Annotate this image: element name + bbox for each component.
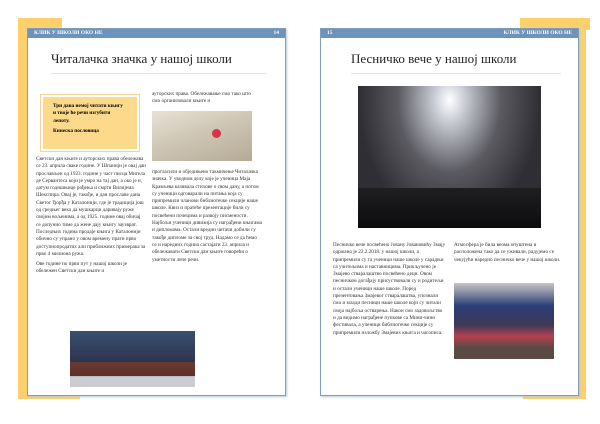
page-header bbox=[321, 29, 578, 38]
decor-yellow bbox=[18, 18, 27, 399]
column-2-top: ауторских права. Обележавање смо тако што смо организовали књиге и bbox=[152, 91, 251, 105]
stage bbox=[358, 188, 541, 228]
column-2: Атмосфера је била веома опуштена и расположена тако да се уживали, радујемо се чекујући наредно песничко вече у нашој школи. bbox=[454, 242, 561, 263]
right-page bbox=[320, 28, 579, 396]
poetry-evening-photo bbox=[358, 86, 541, 228]
event-photo bbox=[70, 331, 195, 387]
left-page bbox=[27, 28, 286, 396]
column-1 bbox=[36, 156, 146, 276]
column-1: Песничко вече посвећено Јовану Јовановићу Змају одржано је 22.2.2018. у нашој школи, а припремили су га ученици наше школе у сарадњи са учитељима и наставницима. Прикључено је Змајево стваралаштво посвећено деци. Овом песничком догађају присуствовали су и родитељи и остали ученици наше школе. Поред презентовања Змајевог стваралаштва, упознали смо и млади песници наше школе који су читали своја најбоља остварења. Након смо задовољство и да видимо награђене пупкове са Мини-чини фестивала, а ученици библиотечке секције су припремили изложбу Змајевих књига и часописа. bbox=[333, 242, 446, 336]
header-title: КЛИК У ШКОЛИ ОКО НЕ bbox=[503, 30, 572, 36]
page-title: Читалачка значка у нашој школи bbox=[51, 51, 266, 74]
paragraph: Ове године по први пут у нашој школи је обележен Светски дан књиге и bbox=[36, 261, 127, 275]
page-number: 15 bbox=[327, 30, 333, 36]
rose-icon bbox=[212, 129, 221, 138]
page-title: Песничко вече у нашој школи bbox=[351, 51, 561, 74]
column-2: прогласили и обједињено такмичење Читалачка значка. У уводном делу које је ученица Маја Крављева казивала стихове о свом дану, а потом су ученици одговарали на питања која су припремили чланови библиотечке секције наше школе. Квиз и пратеће презентације били су посвећени почецима и развоју писмености. Најбољи ученици дивизија су награђени књигама и дипломама. Остали вредни читачи добили су такође дипломе за свој труд. Надамо се да ћемо се и наредних година састајати 23. априла и обележавати Светски дан књиге говорећи о уметности лепе речи. bbox=[152, 169, 262, 263]
page-number: 14 bbox=[273, 30, 279, 36]
quote-box bbox=[41, 95, 139, 151]
header-title: КЛИК У ШКОЛИ ОКО НЕ bbox=[34, 30, 103, 36]
quote-text: Три дана немој читати књигу и твоје ће речи изгубити лепоту. bbox=[53, 103, 123, 124]
decor-yellow bbox=[578, 18, 586, 399]
audience-photo bbox=[454, 283, 554, 359]
paragraph: Светски дан књиге и ауторских права обележава се 23. априла сваке године. У Шпанији је овај дан прослављен од 1923. године у част писца Мигела де Сервантеса који је умро на тај дан, а око је и, датум годишњице рођења и смрти Вилијема Шекспира. Овај је, такође, и дан прославе дана Светог Ђорђа у Каталонији, где је традиција још од средњег века да мушкарци даривају руже својим вољенима, а од 1925. године овај обичај се допунио тиме да жене дају књигу заузврат. Последњих година продаје књига у Каталонији обично су упрано у овом времену прати прво доступнопродатих али приближних примерака за прво 4 милиона ружа. bbox=[36, 156, 146, 257]
book-photo bbox=[152, 111, 252, 161]
page-header bbox=[28, 29, 285, 38]
quote-author: Кинеска пословица bbox=[53, 127, 99, 134]
